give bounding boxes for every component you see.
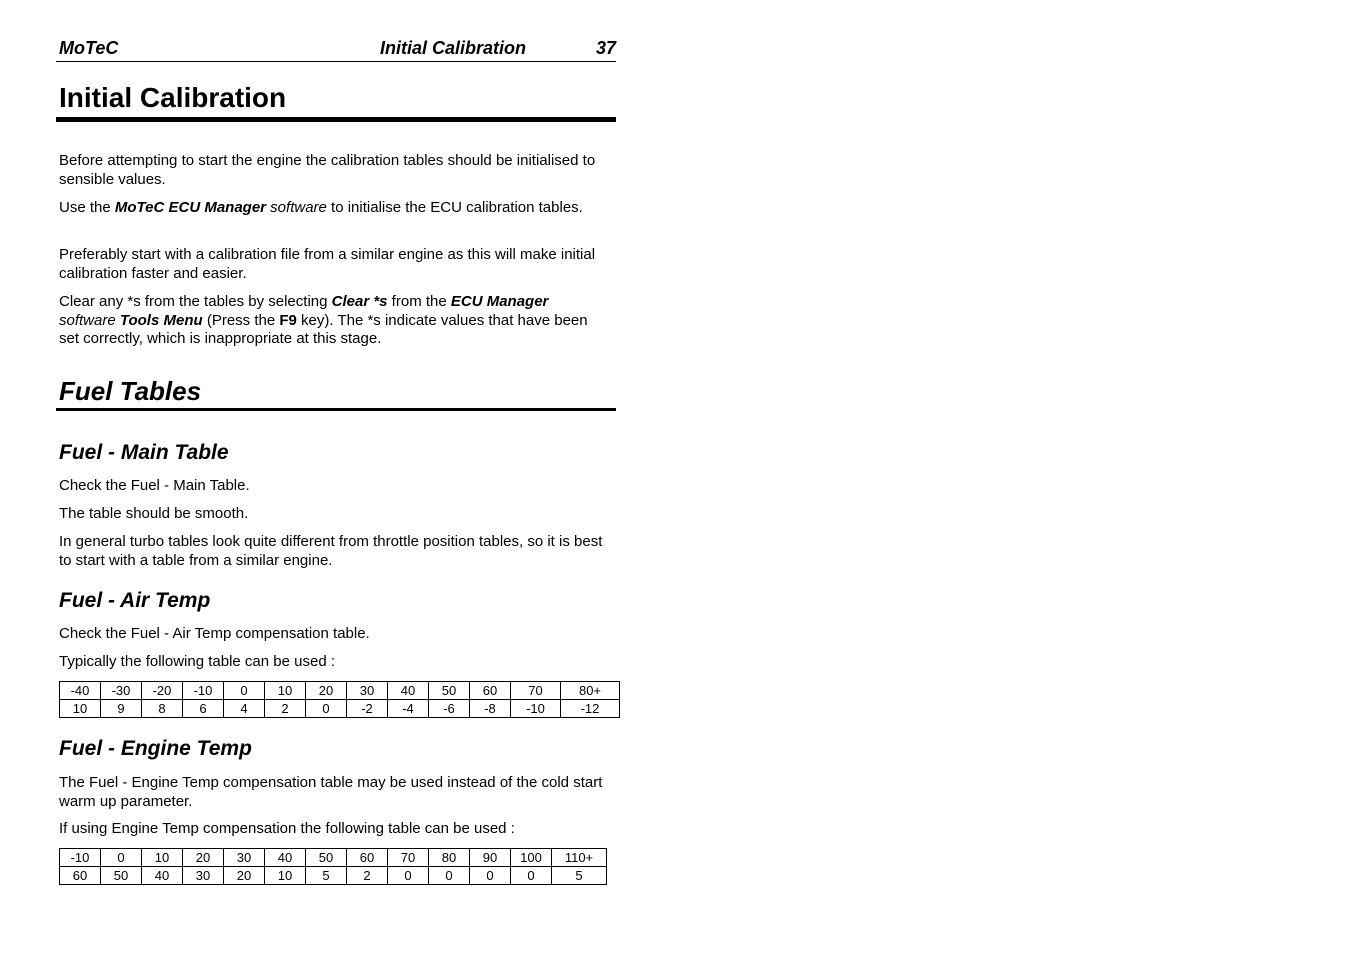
table-cell: 90: [470, 849, 511, 867]
table-cell: 80: [429, 849, 470, 867]
table-cell: 60: [347, 849, 388, 867]
table-cell: 6: [183, 700, 224, 718]
table-cell: -40: [60, 682, 101, 700]
table-cell: 30: [347, 682, 388, 700]
table-cell: 0: [101, 849, 142, 867]
table-cell: 50: [306, 849, 347, 867]
air-temp-table: [59, 681, 620, 718]
fuel-main-paragraph-2: The table should be smooth.: [59, 505, 249, 522]
table-cell: -20: [142, 682, 183, 700]
engine-temp-table: [59, 848, 607, 885]
fuel-main-paragraph-1: Check the Fuel - Main Table.: [59, 477, 250, 494]
table-cell: 4: [224, 700, 265, 718]
fuel-air-paragraph-2: Typically the following table can be used :: [59, 653, 335, 670]
table-cell: 40: [388, 682, 429, 700]
table-cell: -2: [347, 700, 388, 718]
table-cell: 0: [470, 867, 511, 885]
page-title: Initial Calibration: [59, 82, 287, 113]
table-cell: 8: [142, 700, 183, 718]
fuel-engine-paragraph-1: The Fuel - Engine Temp compensation table may be used instead of the cold start warm up parameter.: [59, 774, 603, 810]
table-cell: 40: [265, 849, 306, 867]
fuel-engine-temp-heading: Fuel - Engine Temp: [59, 737, 252, 760]
table-cell: 10: [142, 849, 183, 867]
intro-paragraph-4: Clear any *s from the tables by selecting Clear *s from the ECU Manager software Tools Menu (Press the F9 key). The *s indicate values that have been set correctly, which is inappropriate at this stage.: [59, 293, 588, 347]
engine-temp-row: [60, 849, 607, 867]
title-rule: [56, 117, 616, 122]
table-cell: 0: [511, 867, 552, 885]
table-cell: 5: [552, 867, 607, 885]
table-cell: 20: [183, 849, 224, 867]
intro-paragraph-1: Before attempting to start the engine the calibration tables should be initialised to sensible values.: [59, 152, 596, 188]
fuel-air-paragraph-1: Check the Fuel - Air Temp compensation table.: [59, 625, 370, 642]
table-cell: 2: [347, 867, 388, 885]
table-cell: 9: [101, 700, 142, 718]
table-cell: 50: [101, 867, 142, 885]
page-header: [56, 37, 616, 62]
engine-compensation-row: [60, 867, 607, 885]
table-cell: -30: [101, 682, 142, 700]
fuel-main-table-heading: Fuel - Main Table: [59, 441, 229, 464]
table-cell: -6: [429, 700, 470, 718]
table-cell: 0: [306, 700, 347, 718]
table-cell: 20: [224, 867, 265, 885]
air-compensation-row: [60, 700, 620, 718]
table-cell: 60: [60, 867, 101, 885]
table-cell: 70: [388, 849, 429, 867]
table-cell: 20: [306, 682, 347, 700]
table-cell: -10: [183, 682, 224, 700]
header-page-number: 37: [595, 38, 616, 58]
table-cell: 0: [224, 682, 265, 700]
table-cell: 50: [429, 682, 470, 700]
table-cell: -12: [561, 700, 620, 718]
fuel-main-paragraph-3: In general turbo tables look quite different from throttle position tables, so it is best to start with a table from a similar engine.: [59, 533, 603, 569]
table-cell: 80+: [561, 682, 620, 700]
table-cell: 30: [183, 867, 224, 885]
fuel-tables-heading: Fuel Tables: [59, 376, 202, 406]
table-cell: 0: [388, 867, 429, 885]
table-cell: 5: [306, 867, 347, 885]
intro-paragraph-3: Preferably start with a calibration file from a similar engine as this will make initial calibration faster and easier.: [59, 246, 596, 282]
header-brand: MoTeC: [59, 38, 119, 58]
table-cell: -4: [388, 700, 429, 718]
fuel-tables-rule: [56, 408, 616, 411]
table-cell: -10: [511, 700, 561, 718]
air-temp-row: [60, 682, 620, 700]
table-cell: 110+: [552, 849, 607, 867]
table-cell: 2: [265, 700, 306, 718]
table-cell: 10: [60, 700, 101, 718]
table-cell: -8: [470, 700, 511, 718]
table-cell: 10: [265, 682, 306, 700]
table-cell: 60: [470, 682, 511, 700]
table-cell: 70: [511, 682, 561, 700]
fuel-engine-paragraph-2: If using Engine Temp compensation the following table can be used :: [59, 820, 515, 837]
table-cell: 40: [142, 867, 183, 885]
table-cell: 100: [511, 849, 552, 867]
fuel-air-temp-heading: Fuel - Air Temp: [59, 589, 211, 612]
intro-paragraph-2: Use the MoTeC ECU Manager software to initialise the ECU calibration tables.: [59, 199, 583, 216]
table-cell: 0: [429, 867, 470, 885]
table-cell: 10: [265, 867, 306, 885]
table-cell: 30: [224, 849, 265, 867]
table-cell: -10: [60, 849, 101, 867]
header-section-title: Initial Calibration: [380, 38, 527, 58]
